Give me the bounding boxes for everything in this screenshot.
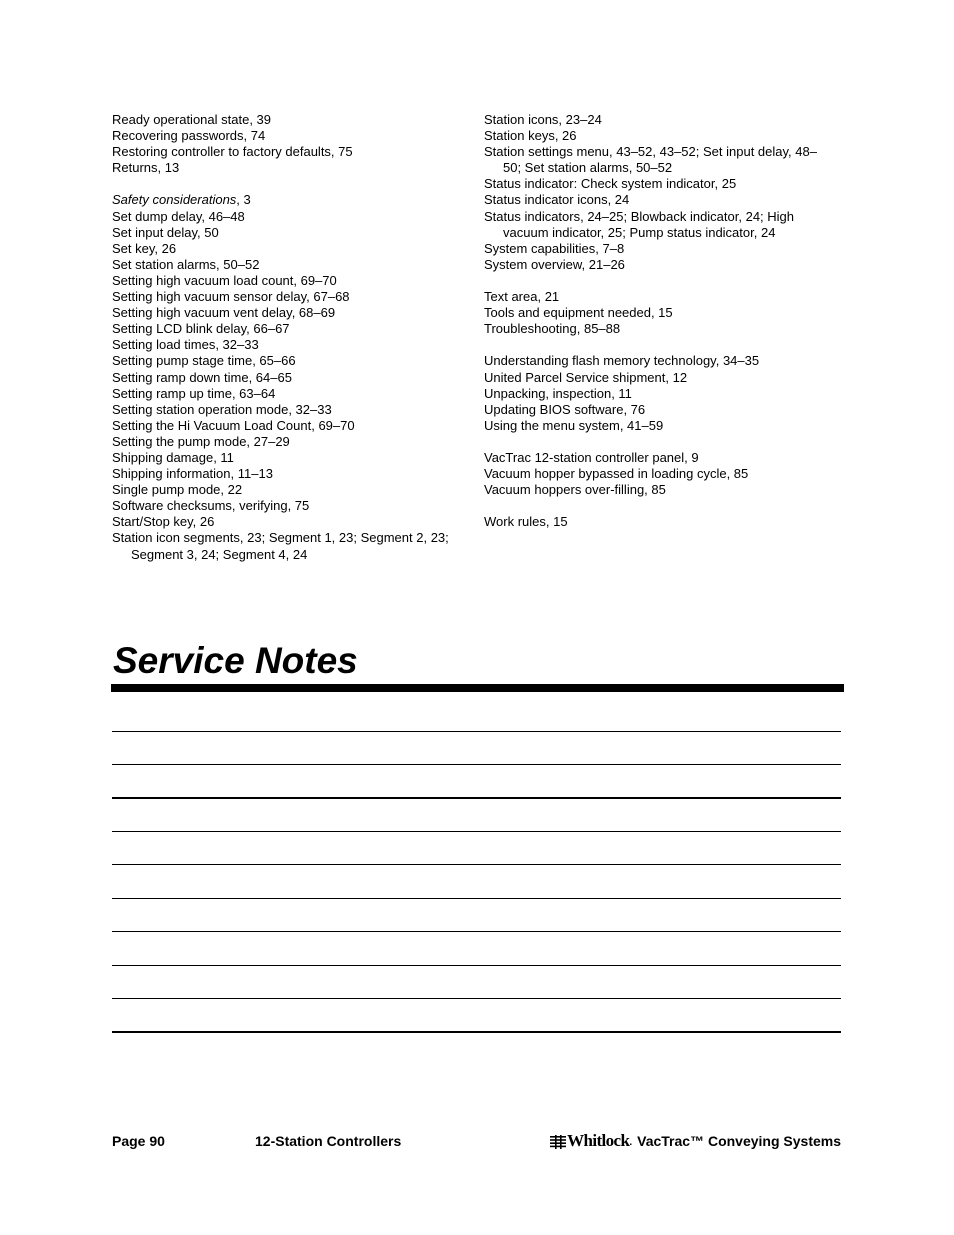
- index-entry: Vacuum hopper bypassed in loading cycle, 85: [484, 466, 749, 482]
- note-line: [112, 731, 841, 732]
- index-entry: Understanding flash memory technology, 34–35: [484, 353, 760, 369]
- index-entry: Status indicator icons, 24: [484, 192, 630, 208]
- page-footer: [112, 1133, 841, 1151]
- index-entry: Setting high vacuum load count, 69–70: [112, 272, 337, 288]
- index-entry: Ready operational state, 39: [112, 112, 271, 127]
- logo-dot: .: [629, 1137, 633, 1148]
- section-title: Service Notes: [113, 640, 358, 681]
- index-entry: Setting the pump mode, 27–29: [112, 433, 290, 449]
- index-entry: Single pump mode, 22: [112, 482, 243, 498]
- index-entry: Set dump delay, 46–48: [112, 208, 245, 224]
- index-entry: Station icons, 23–24: [484, 112, 602, 127]
- page-number: Page 90: [112, 1133, 165, 1149]
- note-line: [112, 864, 841, 865]
- note-line: [112, 831, 841, 832]
- index-entry: Shipping damage, 11: [112, 449, 234, 465]
- index-entry: Vacuum hoppers over-filling, 85: [484, 482, 666, 498]
- index-entry: Setting pump stage time, 65–66: [112, 353, 296, 369]
- index-column-left: [112, 112, 462, 563]
- note-line: [112, 764, 841, 765]
- index-entry: Recovering passwords, 74: [112, 128, 266, 144]
- system-name: VacTrac™ Conveying Systems: [637, 1133, 841, 1149]
- index-entry: Set station alarms, 50–52: [112, 256, 260, 272]
- entry-gap: [112, 176, 462, 192]
- index-entry: Returns, 13: [112, 160, 180, 176]
- index-column-right: [484, 112, 834, 530]
- index-entry: Setting high vacuum vent delay, 68–69: [112, 305, 336, 321]
- index-entry: Set input delay, 50: [112, 224, 219, 240]
- index-entry: Setting station operation mode, 32–33: [112, 401, 332, 417]
- entry-gap: [484, 337, 834, 353]
- whitlock-logo: [550, 1133, 635, 1149]
- note-line: [112, 931, 841, 932]
- index-entry: Text area, 21: [484, 289, 560, 305]
- index-entry: Updating BIOS software, 76: [484, 401, 646, 417]
- index-entry: Status indicator: Check system indicator, 25: [484, 176, 737, 192]
- index-entry: Setting ramp up time, 63–64: [112, 385, 276, 401]
- index-entry: Using the menu system, 41–59: [484, 417, 664, 433]
- aec-logo-icon: [550, 1135, 566, 1149]
- index-entry: System overview, 21–26: [484, 256, 625, 272]
- index-entry: Start/Stop key, 26: [112, 514, 215, 530]
- index-entry: [112, 192, 462, 208]
- logo-wordmark: Whitlock: [567, 1131, 630, 1150]
- index-entry: System capabilities, 7–8: [484, 240, 625, 256]
- index-entry: Work rules, 15: [484, 514, 568, 530]
- index-entry: Software checksums, verifying, 75: [112, 498, 310, 514]
- note-line: [112, 965, 841, 966]
- index-entry: Setting load times, 32–33: [112, 337, 259, 353]
- index-entry: Restoring controller to factory defaults, 75: [112, 144, 353, 160]
- index-entry-italic: Safety considerations: [112, 192, 237, 208]
- index-entry: Set key, 26: [112, 240, 177, 256]
- note-line: [112, 1031, 841, 1033]
- index-entry: Setting LCD blink delay, 66–67: [112, 321, 290, 337]
- index-entry: VacTrac 12-station controller panel, 9: [484, 449, 699, 465]
- index-entry: Setting ramp down time, 64–65: [112, 369, 292, 385]
- index-entry: Status indicators, 24–25; Blowback indicator, 24; High vacuum indicator, 25; Pump status indicator, 24: [484, 208, 795, 240]
- product-name: 12-Station Controllers: [255, 1133, 402, 1149]
- entry-gap: [484, 273, 834, 289]
- index-entry: Unpacking, inspection, 11: [484, 385, 632, 401]
- index-entry: Shipping information, 11–13: [112, 466, 273, 482]
- brand: [550, 1133, 841, 1149]
- note-line: [112, 998, 841, 999]
- index-entry: Station settings menu, 43–52, 43–52; Set input delay, 48–50; Set station alarms, 50–52: [484, 144, 817, 176]
- entry-gap: [484, 498, 834, 514]
- index-entry: Setting high vacuum sensor delay, 67–68: [112, 289, 350, 305]
- index-entry: Station keys, 26: [484, 128, 577, 144]
- title-rule: [111, 684, 844, 692]
- index-entry: Tools and equipment needed, 15: [484, 305, 673, 321]
- note-line: [112, 898, 841, 899]
- index-entry-pages: , 3: [236, 192, 251, 208]
- index-entry: Troubleshooting, 85–88: [484, 321, 621, 337]
- index-entry: Setting the Hi Vacuum Load Count, 69–70: [112, 417, 355, 433]
- index-entry: Station icon segments, 23; Segment 1, 23; Segment 2, 23; Segment 3, 24; Segment 4, 24: [112, 530, 449, 562]
- index-entry: United Parcel Service shipment, 12: [484, 369, 688, 385]
- entry-gap: [484, 434, 834, 450]
- note-line: [112, 797, 841, 799]
